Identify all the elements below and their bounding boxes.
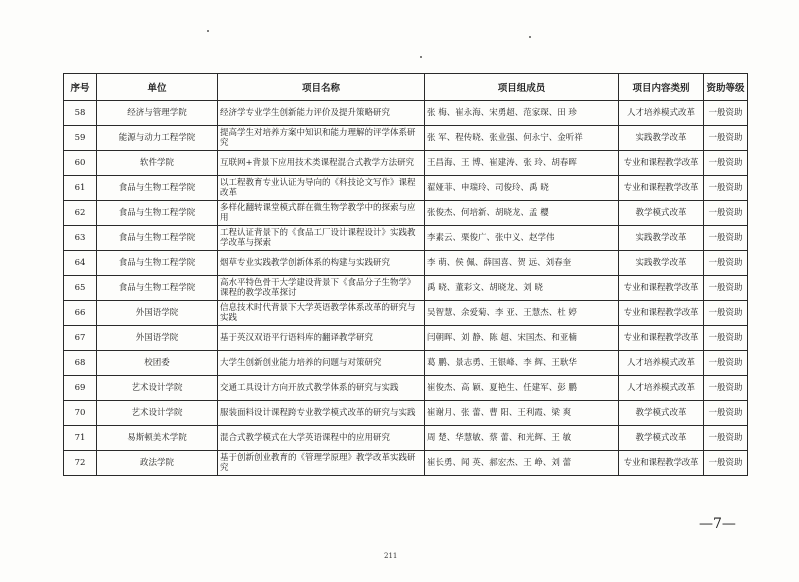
cell-members: 翟娅菲、申瑞玲、司俊玲、禹 晓 <box>425 176 619 201</box>
table-row <box>64 376 748 401</box>
cell-funding-level: 一般资助 <box>704 176 748 201</box>
cell-unit: 食品与生物工程学院 <box>97 251 218 276</box>
cell-project-name: 经济学专业学生创新能力评价及提升策略研究 <box>218 101 425 126</box>
table-row <box>64 351 748 376</box>
header-project-name: 项目名称 <box>218 74 425 101</box>
cell-funding-level: 一般资助 <box>704 201 748 226</box>
cell-members: 李素云、栗俊广、张中义、赵学伟 <box>425 226 619 251</box>
cell-unit: 食品与生物工程学院 <box>97 226 218 251</box>
cell-no: 63 <box>64 226 97 251</box>
header-members: 项目组成员 <box>425 74 619 101</box>
header-unit: 单位 <box>97 74 218 101</box>
cell-funding-level: 一般资助 <box>704 276 748 301</box>
cell-category: 人才培养模式改革 <box>619 101 704 126</box>
cell-no: 67 <box>64 326 97 351</box>
cell-project-name: 高水平特色骨干大学建设背景下《食品分子生物学》课程的教学改革探讨 <box>218 276 425 301</box>
cell-project-name: 互联网+背景下应用技术类课程混合式教学方法研究 <box>218 151 425 176</box>
table-row <box>64 226 748 251</box>
cell-no: 65 <box>64 276 97 301</box>
cell-project-name: 基于英汉双语平行语料库的翻译教学研究 <box>218 326 425 351</box>
cell-members: 禹 晓、董彩文、胡晓龙、刘 晓 <box>425 276 619 301</box>
cell-no: 68 <box>64 351 97 376</box>
table-row <box>64 426 748 451</box>
cell-members: 张俊杰、何培新、胡晓龙、孟 櫻 <box>425 201 619 226</box>
table-header-row <box>64 74 748 101</box>
cell-funding-level: 一般资助 <box>704 151 748 176</box>
cell-funding-level: 一般资助 <box>704 301 748 326</box>
cell-members: 崔长勇、闻 英、郝宏杰、王 峥、刘 蕾 <box>425 451 619 476</box>
cell-category: 专业和课程教学改革 <box>619 301 704 326</box>
cell-category: 人才培养模式改革 <box>619 376 704 401</box>
cell-project-name: 交通工具设计方向开放式教学体系的研究与实践 <box>218 376 425 401</box>
cell-category: 实践教学改革 <box>619 226 704 251</box>
cell-project-name: 多样化翻转课堂模式群在微生物学教学中的探索与应用 <box>218 201 425 226</box>
cell-unit: 易斯顿美术学院 <box>97 426 218 451</box>
table-row <box>64 276 748 301</box>
cell-unit: 艺术设计学院 <box>97 401 218 426</box>
cell-category: 专业和课程教学改革 <box>619 276 704 301</box>
cell-members: 吴智慧、余爱菊、李 亚、王慧杰、杜 婷 <box>425 301 619 326</box>
cell-members: 张 梅、崔永海、宋勇超、范家琛、田 珍 <box>425 101 619 126</box>
cell-project-name: 基于创新创业教育的《管理学原理》教学改革实践研究 <box>218 451 425 476</box>
cell-category: 专业和课程教学改革 <box>619 151 704 176</box>
cell-category: 教学模式改革 <box>619 401 704 426</box>
cell-unit: 经济与管理学院 <box>97 101 218 126</box>
cell-unit: 食品与生物工程学院 <box>97 176 218 201</box>
cell-unit: 能源与动力工程学院 <box>97 126 218 151</box>
header-no: 序号 <box>64 74 97 101</box>
cell-project-name: 以工程教育专业认证为导向的《科技论文写作》课程改革 <box>218 176 425 201</box>
cell-funding-level: 一般资助 <box>704 426 748 451</box>
table-row <box>64 176 748 201</box>
cell-funding-level: 一般资助 <box>704 126 748 151</box>
cell-unit: 软件学院 <box>97 151 218 176</box>
table-row <box>64 251 748 276</box>
cell-unit: 食品与生物工程学院 <box>97 201 218 226</box>
cell-category: 实践教学改革 <box>619 251 704 276</box>
cell-project-name: 服装面料设计课程跨专业教学模式改革的研究与实践 <box>218 401 425 426</box>
cell-category: 人才培养模式改革 <box>619 351 704 376</box>
cell-no: 66 <box>64 301 97 326</box>
page-number: —7— <box>699 516 736 532</box>
cell-project-name: 烟草专业实践教学创新体系的构建与实践研究 <box>218 251 425 276</box>
cell-members: 张 军、程传晓、张业强、何永宁、金听祥 <box>425 126 619 151</box>
cell-category: 教学模式改革 <box>619 426 704 451</box>
cell-members: 葛 鹏、景志勇、王银峰、李 辉、王耿华 <box>425 351 619 376</box>
scan-speck <box>207 30 209 32</box>
cell-members: 崔谢月、张 蕾、曹 阳、王利霞、梁 爽 <box>425 401 619 426</box>
scan-page-number: 211 <box>384 552 398 560</box>
cell-unit: 政法学院 <box>97 451 218 476</box>
cell-unit: 食品与生物工程学院 <box>97 276 218 301</box>
cell-project-name: 信息技术时代背景下大学英语教学体系改革的研究与实践 <box>218 301 425 326</box>
cell-funding-level: 一般资助 <box>704 351 748 376</box>
project-table <box>63 73 748 476</box>
table-row <box>64 451 748 476</box>
table-row <box>64 126 748 151</box>
cell-project-name: 大学生创新创业能力培养的问题与对策研究 <box>218 351 425 376</box>
table-row <box>64 201 748 226</box>
cell-unit: 校团委 <box>97 351 218 376</box>
cell-unit: 外国语学院 <box>97 326 218 351</box>
cell-no: 58 <box>64 101 97 126</box>
cell-category: 实践教学改革 <box>619 126 704 151</box>
cell-funding-level: 一般资助 <box>704 101 748 126</box>
cell-members: 闫朝晖、刘 静、陈 超、宋国杰、和亚楠 <box>425 326 619 351</box>
table-row <box>64 326 748 351</box>
cell-members: 李 萌、侯 佩、薛国喜、贺 远、刘春奎 <box>425 251 619 276</box>
cell-no: 71 <box>64 426 97 451</box>
cell-category: 专业和课程教学改革 <box>619 326 704 351</box>
cell-no: 69 <box>64 376 97 401</box>
scan-speck <box>420 56 422 58</box>
cell-unit: 外国语学院 <box>97 301 218 326</box>
cell-no: 64 <box>64 251 97 276</box>
header-category: 项目内容类别 <box>619 74 704 101</box>
cell-unit: 艺术设计学院 <box>97 376 218 401</box>
cell-category: 专业和课程教学改革 <box>619 451 704 476</box>
cell-funding-level: 一般资助 <box>704 376 748 401</box>
cell-funding-level: 一般资助 <box>704 401 748 426</box>
cell-no: 72 <box>64 451 97 476</box>
cell-funding-level: 一般资助 <box>704 451 748 476</box>
scan-speck <box>529 36 531 38</box>
table-row <box>64 301 748 326</box>
cell-funding-level: 一般资助 <box>704 326 748 351</box>
cell-no: 60 <box>64 151 97 176</box>
cell-category: 教学模式改革 <box>619 201 704 226</box>
cell-project-name: 混合式教学模式在大学英语课程中的应用研究 <box>218 426 425 451</box>
table-row <box>64 151 748 176</box>
cell-funding-level: 一般资助 <box>704 226 748 251</box>
cell-members: 崔俊杰、高 颖、夏艳生、任建军、彭 鹏 <box>425 376 619 401</box>
cell-category: 专业和课程教学改革 <box>619 176 704 201</box>
cell-members: 王昌海、王 博、崔建涛、张 玲、胡春晖 <box>425 151 619 176</box>
cell-no: 70 <box>64 401 97 426</box>
table-row <box>64 401 748 426</box>
table-row <box>64 101 748 126</box>
cell-project-name: 工程认证背景下的《食品工厂设计课程设计》实践教学改革与探索 <box>218 226 425 251</box>
cell-no: 62 <box>64 201 97 226</box>
cell-members: 周 楚、华慧敏、蔡 蕾、和光辉、王 敏 <box>425 426 619 451</box>
cell-no: 59 <box>64 126 97 151</box>
cell-no: 61 <box>64 176 97 201</box>
cell-project-name: 提高学生对培养方案中知识和能力理解的评学体系研究 <box>218 126 425 151</box>
header-funding-level: 资助等级 <box>704 74 748 101</box>
cell-funding-level: 一般资助 <box>704 251 748 276</box>
